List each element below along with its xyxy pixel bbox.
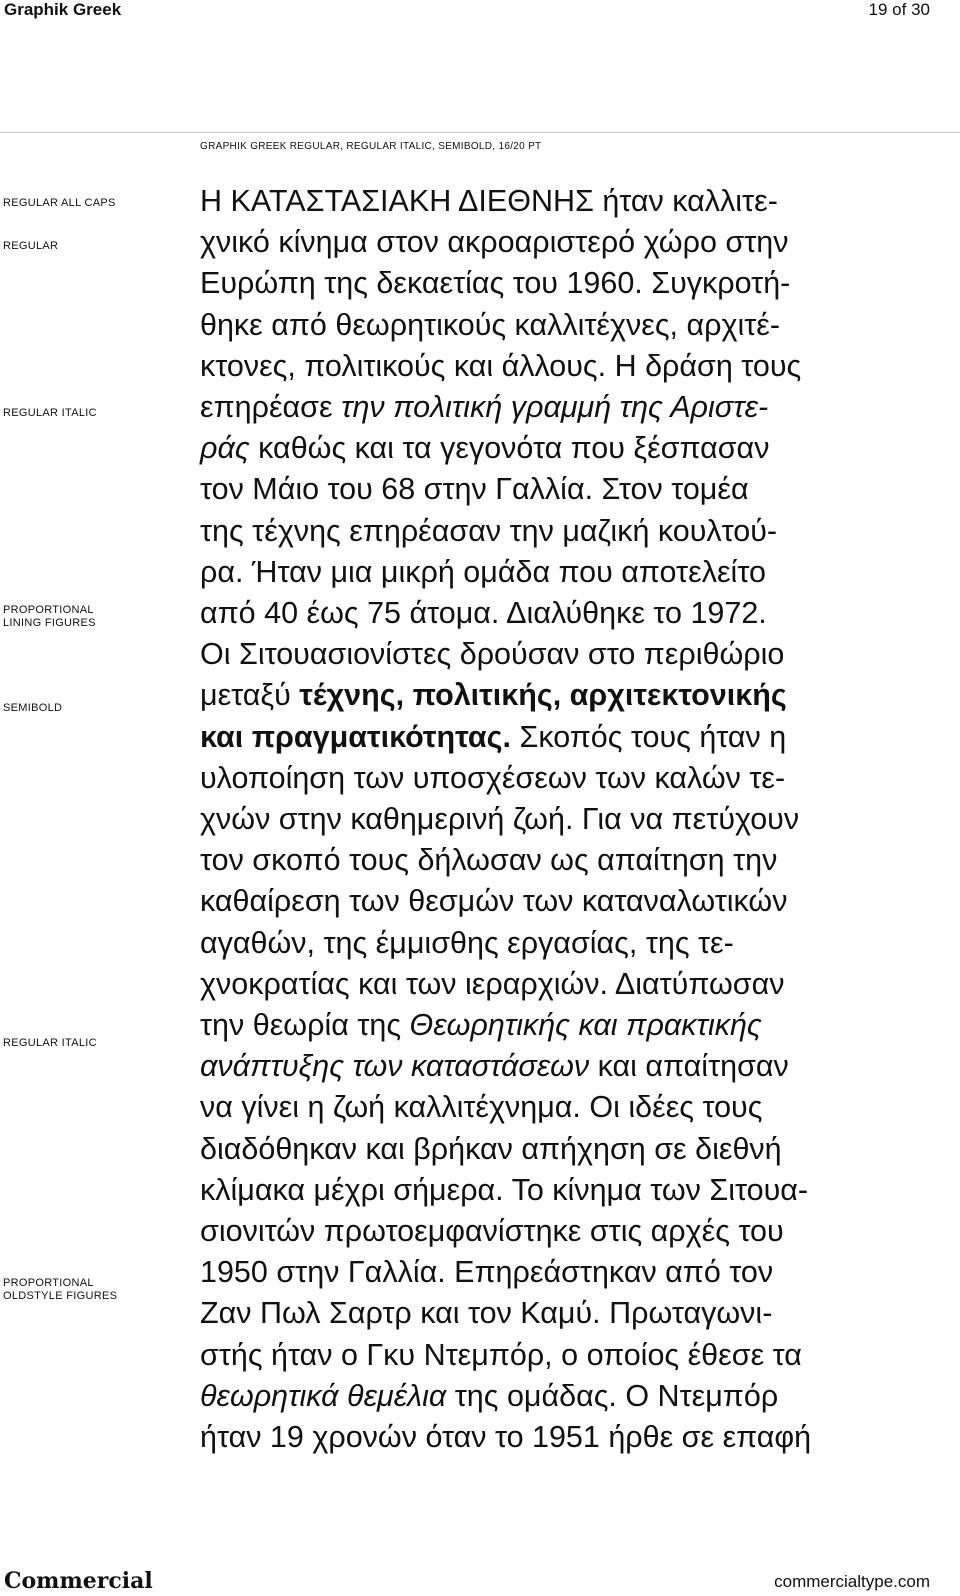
text-line: Ευρώπη της δεκαετίας του 1960. Συγκροτή- [200, 266, 791, 301]
text-run: μεταξύ [200, 678, 300, 713]
text-run: της ομάδας. Ο Ντεμπόρ [446, 1378, 779, 1413]
italic-run: ανάπτυξης των καταστάσεων [200, 1049, 590, 1084]
text-line: καθαίρεση των θεσμών των καταναλωτικών [200, 884, 788, 919]
text-line: να γίνει η ζωή καλλιτέχνημα. Οι ιδέες τους [200, 1090, 763, 1125]
page-indicator: 19 of 30 [868, 0, 930, 19]
label-oldstyle-figures: OLDSTYLE FIGURES [3, 1290, 118, 1302]
header-divider [0, 132, 960, 133]
text-line: στής ήταν ο Γκυ Ντεμπόρ, ο οποίος έθεσε τα [200, 1337, 802, 1372]
label-proportional: PROPORTIONAL [3, 604, 94, 616]
text-run: Σκοπός τους ήταν η [511, 719, 787, 754]
text-line: ρα. Ήταν μια μικρή ομάδα που αποτελείτο [200, 554, 766, 589]
label-regular-all-caps: REGULAR ALL CAPS [3, 197, 116, 209]
text-line [200, 387, 935, 428]
text-line: Ζαν Πωλ Σαρτρ και τον Καμύ. Πρωταγωνι- [200, 1296, 773, 1331]
text-line [200, 428, 935, 469]
text-line [200, 1376, 935, 1417]
spec-line: GRAPHIK GREEK REGULAR, REGULAR ITALIC, SEMIBOLD, 16/20 PT [200, 141, 542, 152]
label-regular: REGULAR [3, 240, 59, 252]
text-line: υλοποίηση των υποσχέσεων των καλών τε- [200, 760, 786, 795]
text-line: αγαθών, της έμμισθης εργασίας, της τε- [200, 925, 734, 960]
semibold-run: τέχνης, πολιτικής, αρχιτεκτονικής [299, 678, 787, 713]
italic-run: Θεωρητικής και πρακτικής [409, 1008, 762, 1043]
text-line [200, 675, 935, 716]
text-line: κλίμακα μέχρι σήμερα. Το κίνημα των Σιτουα- [200, 1172, 809, 1207]
italic-run: θεωρητικά θεμέλια [200, 1378, 447, 1413]
text-line: της τέχνης επηρέασαν την μαζική κουλτού- [200, 513, 778, 548]
text-line: ήταν 19 χρονών όταν το 1951 ήρθε σε επαφή [200, 1420, 812, 1455]
italic-run: ράς [200, 431, 250, 466]
semibold-run: και πραγματικότητας. [200, 719, 511, 754]
footer-logo: Commercial [4, 1568, 153, 1594]
label-lining-figures: LINING FIGURES [3, 617, 96, 629]
header-title: Graphik Greek [4, 0, 122, 19]
body-text [200, 181, 935, 1458]
text-line: χνικό κίνημα στον ακροαριστερό χώρο στην [200, 225, 789, 260]
text-line: θηκε από θεωρητικούς καλλιτέχνες, αρχιτέ- [200, 307, 781, 342]
text-line: χνών στην καθημερινή ζωή. Για να πετύχουν [200, 802, 800, 837]
text-line: τον σκοπό τους δήλωσαν ως απαίτηση την [200, 843, 778, 878]
text-line: σιονιτών πρωτοεμφανίστηκε στις αρχές του [200, 1214, 784, 1249]
text-line: Οι Σιτουασιονίστες δρούσαν στο περιθώριο [200, 637, 785, 672]
text-run: και απαίτησαν [589, 1049, 789, 1084]
text-line: από 40 έως 75 άτομα. Διαλύθηκε το 1972. [200, 596, 767, 631]
footer-url[interactable]: commercialtype.com [774, 1572, 930, 1591]
label-proportional-2: PROPORTIONAL [3, 1277, 94, 1289]
text-line [200, 717, 935, 758]
text-line: χνοκρατίας και των ιεραρχιών. Διατύπωσαν [200, 966, 785, 1001]
text-line: Η ΚΑΤΑΣΤΑΣΙΑΚΗ ΔΙΕΘΝΗΣ ήταν καλλιτε- [200, 184, 778, 218]
italic-run: την πολιτική γραμμή της Αριστε- [341, 390, 769, 425]
text-run: επηρέασε [200, 390, 342, 425]
label-regular-italic: REGULAR ITALIC [3, 407, 97, 419]
label-regular-italic-2: REGULAR ITALIC [3, 1037, 97, 1049]
text-run: την θεωρία της [200, 1008, 410, 1043]
text-line [200, 1046, 935, 1087]
text-line: διαδόθηκαν και βρήκαν απήχηση σε διεθνή [200, 1131, 782, 1166]
label-semibold: SEMIBOLD [3, 702, 63, 714]
text-line: κτονες, πολιτικούς και άλλους. Η δράση τους [200, 348, 802, 383]
text-run: καθώς και τα γεγονότα που ξέσπασαν [249, 431, 770, 466]
text-line: τον Μάιο του 68 στην Γαλλία. Στον τομέα [200, 472, 749, 507]
text-line: 1950 στην Γαλλία. Επηρεάστηκαν από τον [200, 1255, 774, 1290]
text-line [200, 1005, 935, 1046]
